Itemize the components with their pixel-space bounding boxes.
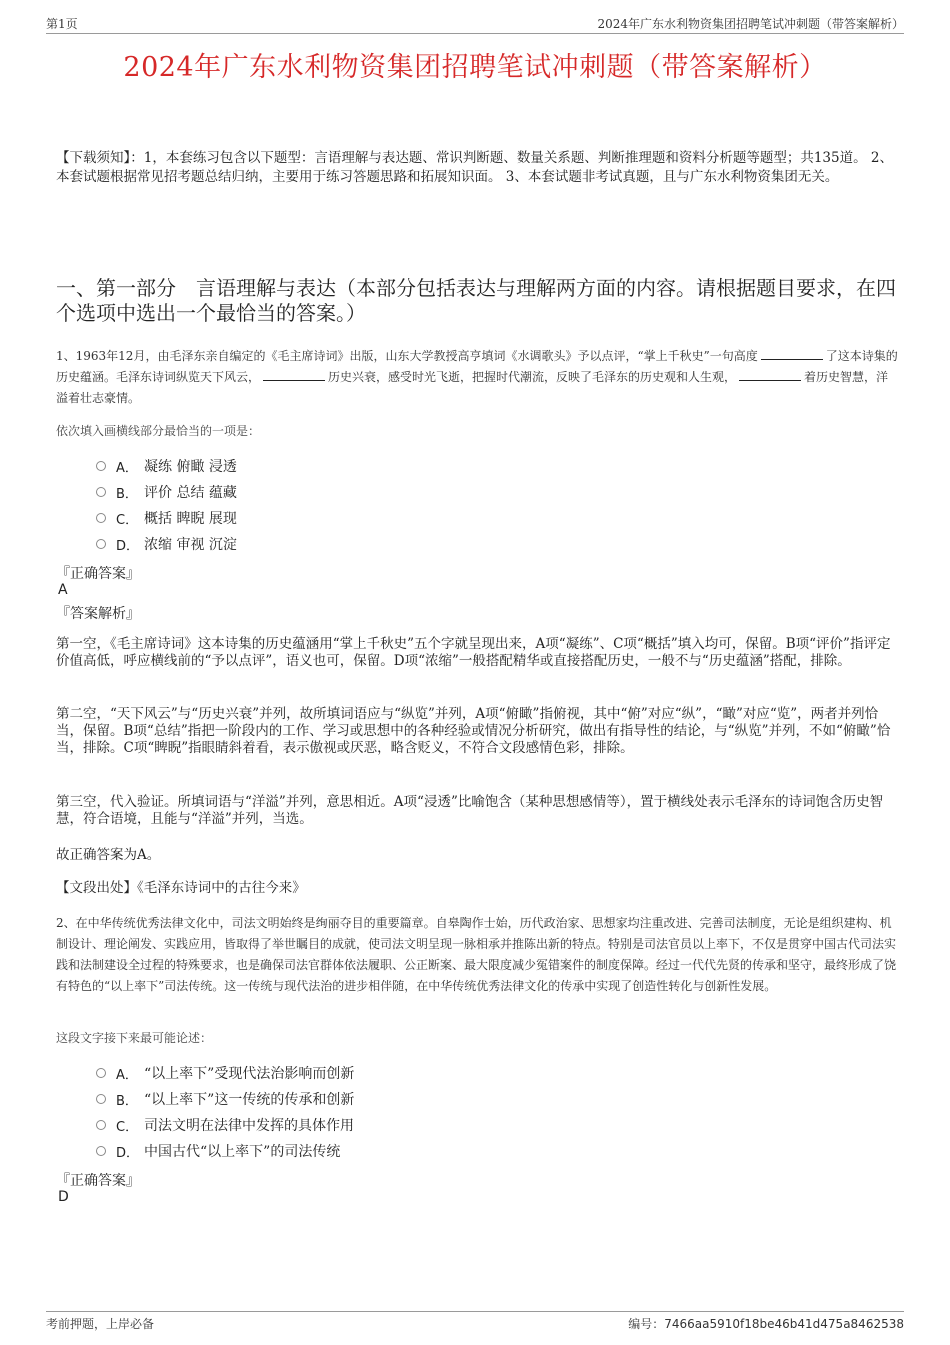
- fill-blank: [761, 347, 823, 360]
- q2-prompt: 这段文字接下来最可能论述：: [56, 1031, 213, 1045]
- page-number: 第1页: [46, 17, 78, 31]
- radio-icon[interactable]: [96, 1120, 106, 1130]
- q2-answer-label: 『正确答案』: [56, 1173, 140, 1189]
- q1-answer: A: [58, 582, 68, 598]
- radio-icon[interactable]: [96, 461, 106, 471]
- q1-analysis-paragraph: 第三空，代入验证。所填词语与“洋溢”并列，意思相近。A项“浸透”比喻饱含（某种思想感情等），置于横线处表示毛泽东的诗词饱含历史智慧，符合语境，且能与“洋溢”并列，当选。: [56, 794, 884, 827]
- q1-option-b[interactable]: B． 评价 总结 蕴藏: [96, 479, 237, 505]
- q2-options: [96, 1060, 354, 1164]
- q1-answer-label: 『正确答案』: [56, 566, 140, 582]
- download-notice: 【下载须知】：1，本套练习包含以下题型：言语理解与表达题、常识判断题、数量关系题、判断推理题和资料分析题等题型；共135道。 2、本套试题根据常见招考题总结归纳，主要用于练习答题思路和拓展知识面。 3、本套试题非考试真题，且与广东水利物资集团无关。: [56, 150, 893, 185]
- q1-option-a[interactable]: A． 凝练 俯瞰 浸透: [96, 453, 237, 479]
- q2-option-d[interactable]: D． 中国古代“以上率下”的司法传统: [96, 1138, 354, 1164]
- radio-icon[interactable]: [96, 539, 106, 549]
- page-header: [46, 13, 904, 34]
- q1-analysis-paragraph: 第二空，“天下风云”与“历史兴衰”并列，故所填词语应与“纵览”并列，A项“俯瞰”指俯视，其中“俯”对应“纵”，“瞰”对应“览”，两者并列恰当，保留。B项“总结”指把一阶段内的工作、学习或思想中的各种经验或情况分析研究，做出有指导性的结论，与“纵览”并列，不如“俯瞰”恰当，排除。C项“睥睨”指眼睛斜着看，表示傲视或厌恶，略含贬义，不符合文段感情色彩，排除。: [56, 706, 891, 756]
- radio-icon[interactable]: [96, 1094, 106, 1104]
- page-footer: [46, 1311, 904, 1336]
- header-doc-title: 2024年广东水利物资集团招聘笔试冲刺题（带答案解析）: [597, 17, 904, 31]
- radio-icon[interactable]: [96, 1146, 106, 1156]
- document-title: 2024年广东水利物资集团招聘笔试冲刺题（带答案解析）: [123, 52, 827, 83]
- q2-option-b[interactable]: B． “以上率下”这一传统的传承和创新: [96, 1086, 354, 1112]
- fill-blank: [739, 368, 801, 381]
- q2-option-a[interactable]: A． “以上率下”受现代法治影响而创新: [96, 1060, 354, 1086]
- q1-analysis-conclusion: 故正确答案为A。: [56, 847, 161, 863]
- q1-analysis-paragraph: 第一空，《毛主席诗词》这本诗集的历史蕴涵用“掌上千秋史”五个字就呈现出来，A项“凝练”、C项“概括”填入均可，保留。B项“评价”指评定价值高低，呼应横线前的“予以点评”，语义也可，保留。D项“浓缩”一般搭配精华或直接搭配历史，一般不与“历史蕴涵”搭配，排除。: [56, 636, 891, 669]
- footer-slogan: 考前押题，上岸必备: [46, 1317, 155, 1331]
- footer-code: 编号：7466aa5910f18be46b41d475a8462538: [628, 1317, 904, 1331]
- radio-icon[interactable]: [96, 487, 106, 497]
- radio-icon[interactable]: [96, 513, 106, 523]
- q1-option-c[interactable]: C． 概括 睥睨 展现: [96, 505, 237, 531]
- q1-stem: 1、1963年12月，由毛泽东亲自编定的《毛主席诗词》出版，山东大学教授高亨填词《水调歌头》予以点评，“掌上千秋史”一句高度 了这本诗集的历史蕴涵。毛泽东诗词纵览天下风云， 历史兴衰，感受时光飞逝，把握时代潮流，反映了毛泽东的历史观和人生观， 着历史智慧，洋溢着壮志豪情。: [56, 349, 898, 405]
- q2-stem: 2、在中华传统优秀法律文化中，司法文明始终是绚丽夺目的重要篇章。自皋陶作士始，历代政治家、思想家均注重改进、完善司法制度，无论是组织建构、机制设计、理论阐发、实践应用，皆取得了举世瞩目的成就，使司法文明呈现一脉相承并推陈出新的特点。特别是司法官员以上率下，不仅是贯穿中国古代司法实践和法制建设全过程的特殊要求，也是确保司法官群体依法履职、公正断案、最大限度减少冤错案件的制度保障。经过一代代先贤的传承和坚守，最终形成了饶有特色的“以上率下”司法传统。这一传统与现代法治的进步相伴随，在中华传统优秀法律文化的传承中实现了创造性转化与创新性发展。: [56, 916, 897, 993]
- q2-option-c[interactable]: C． 司法文明在法律中发挥的具体作用: [96, 1112, 354, 1138]
- section-title: 一、第一部分 言语理解与表达（本部分包括表达与理解两方面的内容。请根据题目要求，在四个选项中选出一个最恰当的答案。）: [56, 276, 896, 325]
- fill-blank: [263, 368, 325, 381]
- q1-analysis-label: 『答案解析』: [56, 606, 140, 622]
- q1-options: [96, 453, 237, 557]
- q1-source: 【文段出处】《毛泽东诗词中的古往今来》: [56, 880, 306, 896]
- q1-prompt: 依次填入画横线部分最恰当的一项是：: [56, 424, 261, 438]
- radio-icon[interactable]: [96, 1068, 106, 1078]
- q2-answer: D: [58, 1189, 69, 1205]
- q1-option-d[interactable]: D． 浓缩 审视 沉淀: [96, 531, 237, 557]
